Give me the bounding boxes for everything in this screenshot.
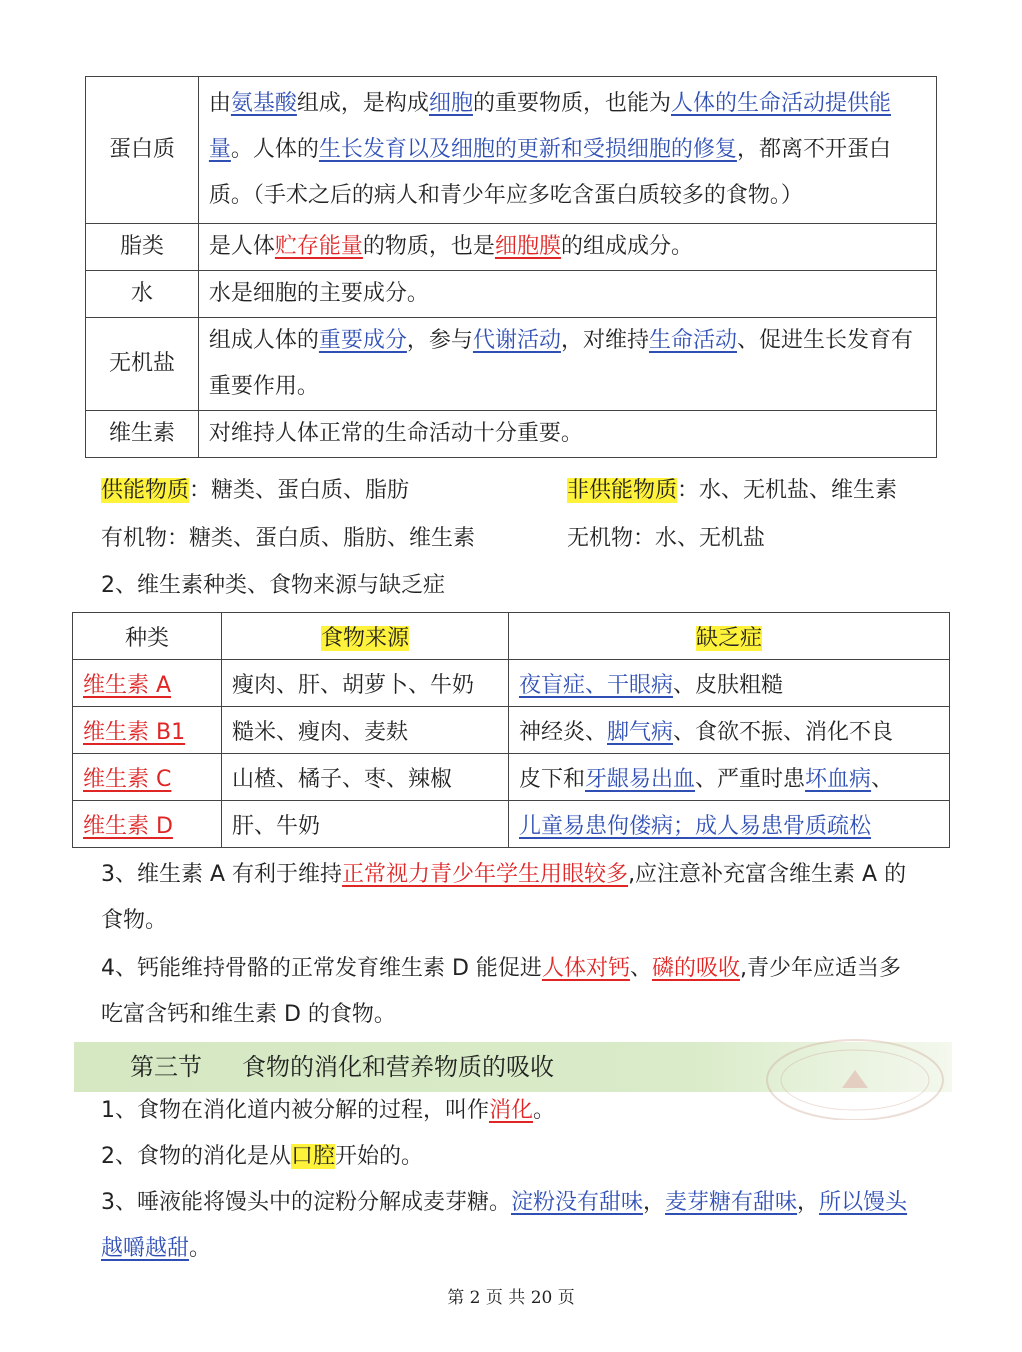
food-source: 山楂、橘子、枣、辣椒 [222,754,509,801]
text: 、食欲不振、消化不良 [673,719,894,745]
name-text: 维生素 B1 [83,719,186,745]
text: 、皮肤粗糙 [673,672,784,698]
table-row [73,754,950,801]
keyword: 夜盲症、干眼病 [519,672,674,698]
vitamin-name [73,707,222,754]
food-source: 糙米、瘦肉、麦麸 [222,707,509,754]
digestion-point-3 [101,1180,951,1272]
row-key-vitamin: 维生素 [86,411,199,458]
column-header [509,613,950,660]
name-text: 维生素 C [83,766,172,792]
nutrients-table [85,76,937,458]
keyword: 人体对钙 [541,956,630,981]
text: ：糖类、蛋白质、脂肪 [189,478,410,503]
keyword: 牙龈易出血 [585,766,696,792]
row-key-water: 水 [86,271,199,318]
row-key-protein: 蛋白质 [86,77,199,224]
text: 组成人体的 [208,328,319,353]
text: 。 [189,1236,212,1261]
keyword: 坏血病 [805,766,872,792]
vitamin-name [73,801,222,848]
inorganic-substances: 无机物：水、无机盐 [567,526,766,551]
row-desc-protein [198,77,936,224]
row-key-fat: 脂类 [86,224,199,271]
row-desc-salt [198,318,936,411]
text: 2、食物的消化是从 [101,1144,291,1169]
keyword: 越嚼越甜 [101,1236,190,1261]
deficiency [509,801,950,848]
keyword: 氨基酸 [230,91,297,116]
keyword: 消化 [489,1098,534,1123]
text: ,青少年应适当多 [739,956,901,981]
section-heading [130,1048,554,1086]
text: ， [643,1190,666,1215]
text: 3、唾液能将馒头中的淀粉分解成麦芽糖。 [101,1190,511,1215]
deficiency [509,754,950,801]
keyword: 生命活动 [648,328,737,353]
column-header: 种类 [73,613,222,660]
keyword: 所以馒头 [819,1190,908,1215]
keyword: 淀粉没有甜味 [511,1190,644,1215]
table-row [86,224,937,271]
keyword: 细胞膜 [494,234,561,259]
text: 1、食物在消化道内被分解的过程，叫作 [101,1098,489,1123]
row-desc-vitamin: 对维持人体正常的生命活动十分重要。 [198,411,936,458]
text: 、严重时患 [695,766,806,792]
keyword: 正常视力青少年学生用眼较多 [342,862,629,887]
section-title: 食物的消化和营养物质的吸收 [242,1053,554,1081]
text: 质。（手术之后的病人和青少年应多吃含蛋白质较多的食物。） [208,183,803,208]
energy-substances [101,476,409,506]
text: 由 [208,91,231,116]
text: 。人体的 [230,137,319,162]
digestion-point-2 [101,1134,951,1180]
name-text: 维生素 D [83,813,173,839]
non-energy-substances [567,476,897,506]
table-header-row [73,613,950,660]
text: ，都离不开蛋白 [736,137,891,162]
text: 、 [629,956,652,981]
row-desc-fat [198,224,936,271]
keyword: 贮存能量 [274,234,363,259]
organic-substances: 有机物：糖类、蛋白质、脂肪、维生素 [101,526,476,551]
deficiency [509,660,950,707]
section-number: 第三节 [130,1053,202,1081]
name-text: 维生素 A [83,672,172,698]
table-row [86,77,937,224]
text: 是人体 [208,234,275,259]
text: 、促进生长发育 [736,328,891,353]
table-row [73,801,950,848]
text: 3、维生素 A 有利于维持 [101,862,343,887]
text: 、 [871,766,894,792]
keyword: 麦芽糖有甜味 [665,1190,798,1215]
vitamin-name [73,660,222,707]
heading-vitamins: 2、维生素种类、食物来源与缺乏症 [101,573,445,598]
keyword: 儿童易患佝偻病；成人易患骨质疏松 [519,813,872,839]
highlight-label: 非供能物质 [567,478,678,503]
paragraph-3 [101,852,951,944]
table-row [86,271,937,318]
text: 皮下和 [519,766,586,792]
text: ：水、无机盐、维生素 [677,478,898,503]
text: 的重要物质，也能为 [472,91,671,116]
keyword: 重要成分 [318,328,407,353]
text: 神经炎、 [519,719,608,745]
text: ， [797,1190,820,1215]
text: 有重要作用。 [208,328,914,399]
keyword: 脚气病 [607,719,674,745]
deficiency [509,707,950,754]
text: 食物。 [101,908,168,933]
header-text: 食物来源 [320,625,409,651]
paragraph-4 [101,946,951,1038]
text: 吃富含钙和维生素 D 的食物。 [101,1002,396,1027]
text: ，参与 [406,328,473,353]
text: 。 [533,1098,556,1123]
food-source: 瘦肉、肝、胡萝卜、牛奶 [222,660,509,707]
text: 的物质，也是 [362,234,495,259]
text: 组成，是构成 [296,91,429,116]
keyword: 细胞 [428,91,473,116]
keyword: 生长发育以及细胞的更新和受损细胞的修复 [318,137,737,162]
header-text: 缺乏症 [695,625,762,651]
highlight-label: 供能物质 [101,478,190,503]
digestion-point-1 [101,1088,951,1134]
keyword: 磷的吸收 [651,956,740,981]
page-footer: 第 2 页 共 20 页 [447,1288,575,1308]
vitamin-name [73,754,222,801]
table-row [86,411,937,458]
table-row [73,660,950,707]
text: 的组成成分。 [560,234,693,259]
text: 开始的。 [335,1144,424,1169]
column-header [222,613,509,660]
keyword: 人体的生命活动提供能 [670,91,891,116]
keyword: 量 [208,137,231,162]
table-row [73,707,950,754]
text: 4、钙能维持骨骼的正常发育维生素 D 能促进 [101,956,542,981]
table-row [86,318,937,411]
text: ，对维持 [560,328,649,353]
row-desc-water: 水是细胞的主要成分。 [198,271,936,318]
text: ,应注意补充富含维生素 A 的 [628,862,907,887]
keyword: 代谢活动 [472,328,561,353]
vitamins-table [72,612,950,848]
highlight-keyword: 口腔 [291,1144,336,1169]
food-source: 肝、牛奶 [222,801,509,848]
row-key-salt: 无机盐 [86,318,199,411]
